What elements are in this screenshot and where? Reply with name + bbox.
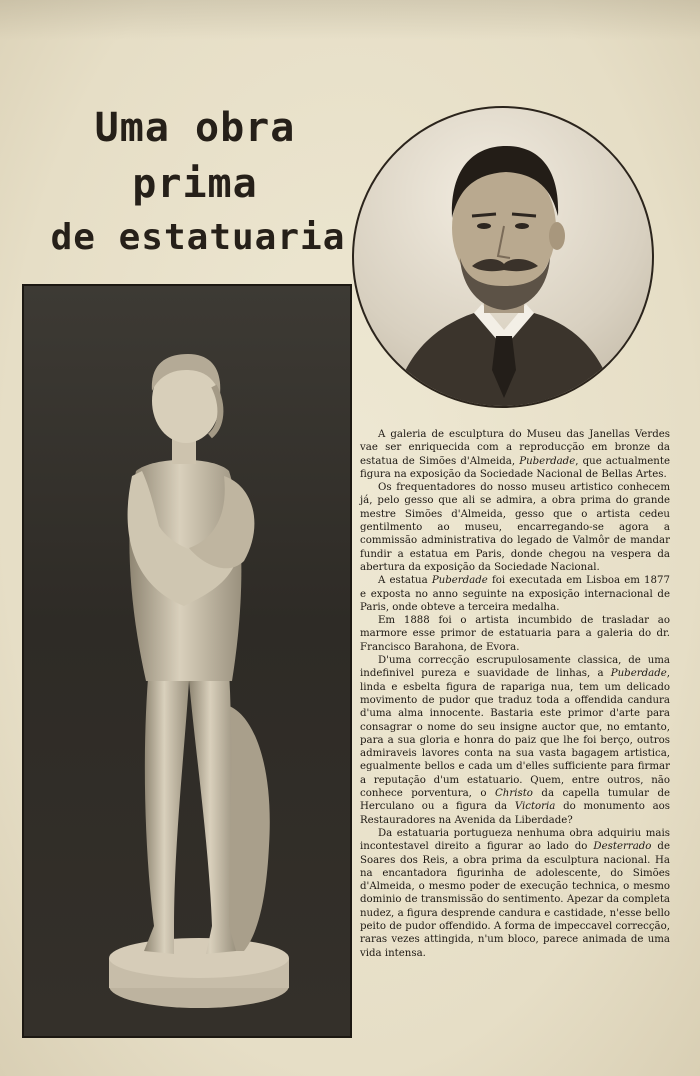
portrait-photo-icon (354, 108, 652, 406)
article-body (360, 428, 670, 960)
italic-title: Christo (495, 788, 533, 800)
italic-title: Victoria (514, 801, 556, 813)
article-paragraph-5 (360, 654, 670, 827)
article-paragraph-2: Os frequentadores do nosso museu artistico conhecem já, pelo gesso que ali se admira, a obra prima do grande mestre Simões d'Almeida, gesso que o artista cedeu gentilmento ao museu, encarregando-se agora a commissão administrativa do legado de Valmôr de mandar fundir a estatua em Paris, donde chegou na vespera da abertura da exposição da Sociedade Nacional. (360, 482, 670, 573)
article-headline (40, 100, 350, 264)
article-paragraph-4: Em 1888 foi o artista incumbido de trasladar ao marmore esse primor de estatuaria para a galeria do dr. Francisco Barahona, de Evora. (360, 615, 670, 653)
headline-line-1: Uma obra prima (94, 105, 296, 207)
italic-title: Desterrado (593, 841, 652, 853)
text-run: , linda e esbelta figura de rapariga nua, tem um delicado movimento de pudor que traduz toda a offendida candura d'uma alma innocente. Bastaria este primor d'arte para consagrar o nome do seu insigne auctor que, no emtanto, para a sua gloria e honra do paiz que lhe foi berço, outros admiraveis lavores conta na sua vasta bagagem artistica, egualmente bellos e cada um d'elles sufficiente para firmar a reputação d'um estatuario. Quem, entre outros, não conhece porventura, o (360, 668, 670, 800)
article-paragraph-3 (360, 574, 670, 614)
text-run: da capella tumular de Herculano ou a figura da (360, 788, 670, 813)
page-top-shading (0, 0, 700, 40)
article-paragraph-6 (360, 827, 670, 960)
italic-title: Puberdade (610, 668, 667, 680)
text-run: A estatua (378, 575, 432, 587)
text-run: D'uma correcção escrupulosamente classica, de uma indefinivel pureza e suavidade de linhas, a (360, 655, 670, 680)
statue-photo-icon (24, 286, 350, 1036)
text-run: de Soares dos Reis, a obra prima da esculptura nacional. Ha na encantadora figurinha de adolescente, do Simões d'Almeida, o mesmo poder de execução technica, o mesmo dominio de transmissão do sentimento. Apezar da completa nudez, a figura desprende candura e castidade, n'esse bello peito de pudor offendido. A forma de impeccavel correcção, raras vezes attingida, n'um bloco, parece animada de uma vida intensa. (360, 841, 670, 959)
headline-line-2: de estatuaria (50, 217, 346, 258)
article-paragraph-1 (360, 428, 670, 481)
text-run: do monumento aos Restauradores na Avenida da Liberdade? (360, 801, 671, 826)
portrait-photo (352, 106, 654, 408)
text-run: , que actualmente figura na exposição da Sociedade Nacional de Bellas Artes. (360, 455, 670, 480)
text-run: Da estatuaria portugueza nenhuma obra adquiriu mais incontestavel direito a figurar ao lado do (360, 827, 670, 853)
text-run: foi executada em Lisboa em 1877 e exposta no anno seguinte na exposição internacional de Paris, onde obteve a terceira medalha. (360, 575, 670, 613)
italic-title: Puberdade (431, 575, 488, 587)
text-run: A galeria de esculptura do Museu das Janellas Verdes vae ser enriquecida com a reproducção em bronze da estatua de Simões d'Almeida, (360, 429, 670, 467)
statue-photo (22, 284, 352, 1038)
italic-title: Puberdade (519, 455, 576, 467)
